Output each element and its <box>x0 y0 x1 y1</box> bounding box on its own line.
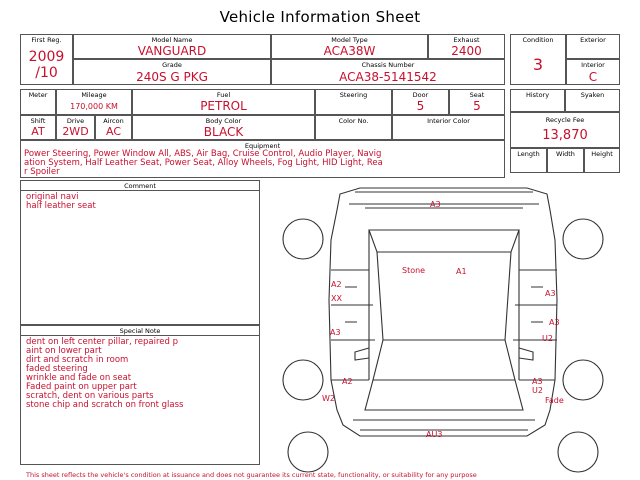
model-type-label: Model Type <box>331 36 368 44</box>
model-type-cell <box>271 34 428 59</box>
rear-left-wheel <box>283 219 323 259</box>
special-note-line-6: Faded paint on upper part <box>26 382 137 392</box>
mileage-value: 170,000 KM <box>70 102 118 111</box>
mark-left-rear-xx: XX <box>331 294 342 303</box>
meter-cell <box>20 89 56 115</box>
special-note-label: Special Note <box>119 327 161 335</box>
meter-label: Meter <box>28 91 48 99</box>
equipment-label: Equipment <box>244 142 281 150</box>
interior-value: C <box>588 70 598 84</box>
equipment-cell <box>20 140 505 178</box>
color-no-cell <box>315 115 392 140</box>
equipment-line-2: ation System, Half Leather Seat, Power Seat, Alloy Wheels, Fog Light, HID Light, Rea <box>24 158 383 168</box>
interior-cell <box>566 59 620 85</box>
aircon-label: Aircon <box>103 117 124 125</box>
windshield <box>373 340 515 380</box>
aircon-value: AC <box>105 125 121 138</box>
door-value: 5 <box>416 99 425 113</box>
fuel-value: PETROL <box>200 99 247 113</box>
chassis-label: Chassis Number <box>361 61 415 69</box>
grade-cell <box>73 59 271 85</box>
mark-rear-top: A3 <box>430 200 441 209</box>
drive-label: Drive <box>66 117 85 125</box>
mark-right-front-a3: A3 <box>532 377 543 386</box>
condition-label: Condition <box>522 36 554 44</box>
rear-right-wheel <box>563 219 603 259</box>
special-note-line-1: dent on left center pillar, repaired p <box>26 337 178 347</box>
height-cell <box>584 148 620 173</box>
interior-color-label: Interior Color <box>427 117 470 125</box>
recycle-fee-value: 13,870 <box>542 128 588 143</box>
condition-value: 3 <box>532 55 544 74</box>
comment-label: Comment <box>124 182 156 190</box>
exhaust-label: Exhaust <box>453 36 480 44</box>
mark-right-front-fade: Fade <box>545 396 564 405</box>
steering-label: Steering <box>339 91 368 99</box>
mark-front-bumper: AU3 <box>426 430 443 439</box>
right-side-panels <box>513 230 557 380</box>
syaken-cell <box>565 89 620 112</box>
aircon-cell <box>95 115 132 140</box>
front-left-wheel <box>283 360 323 400</box>
body-color-cell <box>132 115 315 140</box>
condition-cell <box>510 34 566 85</box>
door-handles <box>345 287 543 322</box>
shift-cell <box>20 115 56 140</box>
mark-right-door-a3: A3 <box>549 318 560 327</box>
rear-window <box>369 230 519 252</box>
syaken-label: Syaken <box>580 91 605 99</box>
grade-value: 240S G PKG <box>136 70 208 84</box>
first-reg-cell <box>20 34 73 85</box>
seat-cell <box>449 89 505 115</box>
disclaimer-footer: This sheet reflects the vehicle's condition at issuance and does not guarantee its current state, functionality, or suitability for any purpose <box>26 471 477 479</box>
length-label: Length <box>517 150 540 158</box>
model-name-cell <box>73 34 271 59</box>
exterior-cell <box>566 34 620 59</box>
mileage-cell <box>56 89 132 115</box>
shift-value: AT <box>31 125 45 138</box>
body-color-label: Body Color <box>205 117 242 125</box>
interior-color-cell <box>392 115 505 140</box>
chassis-cell <box>271 59 505 85</box>
chassis-value: ACA38-5141542 <box>339 70 437 84</box>
mark-left-front: A2 <box>342 377 353 386</box>
exhaust-value: 2400 <box>451 44 482 58</box>
front-right-wheel <box>563 360 603 400</box>
width-cell <box>547 148 584 173</box>
spare-tire-right <box>558 432 598 472</box>
mark-left-door: A3 <box>330 328 341 337</box>
side-mirrors <box>355 348 533 360</box>
special-note-line-7: scratch, dent on various parts <box>26 391 154 401</box>
rear-bumper <box>349 192 539 208</box>
first-reg-month: /10 <box>35 65 58 81</box>
special-note-line-8: stone chip and scratch on front glass <box>26 400 184 410</box>
body-color-value: BLACK <box>203 125 244 139</box>
spare-tire <box>288 432 328 472</box>
special-note-box <box>20 325 260 465</box>
mark-right-door-u2: U2 <box>542 334 553 343</box>
interior-label: Interior <box>581 61 605 69</box>
left-side-panels <box>331 230 375 380</box>
mileage-label: Mileage <box>81 91 107 99</box>
comment-line-2: half leather seat <box>26 201 96 211</box>
first-reg-label: First Reg. <box>31 36 62 44</box>
car-body-outline <box>329 188 557 436</box>
model-name-value: VANGUARD <box>137 44 207 58</box>
hood <box>365 380 523 410</box>
recycle-fee-label: Recycle Fee <box>545 116 585 124</box>
seat-label: Seat <box>469 91 485 99</box>
special-note-line-2: aint on lower part <box>26 346 102 356</box>
door-cell <box>392 89 449 115</box>
history-label: History <box>525 91 550 99</box>
color-no-label: Color No. <box>338 117 369 125</box>
grade-label: Grade <box>162 61 182 69</box>
door-label: Door <box>412 91 429 99</box>
mark-left-rear-a2: A2 <box>331 280 342 289</box>
height-label: Height <box>591 150 613 158</box>
recycle-fee-cell <box>510 112 620 148</box>
mark-right-front-u2: U2 <box>532 386 543 395</box>
first-reg-year: 2009 <box>28 49 65 65</box>
special-note-line-4: faded steering <box>26 364 88 374</box>
model-name-label: Model Name <box>151 36 193 44</box>
equipment-line-1: Power Steering, Power Window All, ABS, Air Bag, Cruise Control, Audio Player, Navig <box>24 149 382 159</box>
car-damage-diagram <box>265 180 625 475</box>
drive-value: 2WD <box>62 125 89 138</box>
mark-roof: A1 <box>456 267 467 276</box>
length-cell <box>510 148 547 173</box>
exterior-label: Exterior <box>580 36 606 44</box>
special-note-line-3: dirt and scratch in room <box>26 355 129 365</box>
seat-value: 5 <box>473 99 481 113</box>
special-note-line-5: wrinkle and fade on seat <box>26 373 132 383</box>
mark-stone: Stone <box>402 266 426 275</box>
mark-right-rear: A3 <box>545 289 556 298</box>
exhaust-cell <box>428 34 505 59</box>
roof <box>377 252 511 340</box>
mark-left-front-w2: W2 <box>322 394 335 403</box>
model-type-value: ACA38W <box>323 44 376 58</box>
fuel-cell <box>132 89 315 115</box>
equipment-line-3: r Spoiler <box>24 167 60 177</box>
comment-box <box>20 180 260 325</box>
shift-label: Shift <box>30 117 46 125</box>
front-bumper <box>353 420 535 430</box>
steering-cell <box>315 89 392 115</box>
drive-cell <box>56 115 95 140</box>
history-cell <box>510 89 565 112</box>
fuel-label: Fuel <box>216 91 231 99</box>
width-label: Width <box>556 150 575 158</box>
sheet-title: Vehicle Information Sheet <box>219 8 421 26</box>
comment-line-1: original navi <box>26 192 79 202</box>
